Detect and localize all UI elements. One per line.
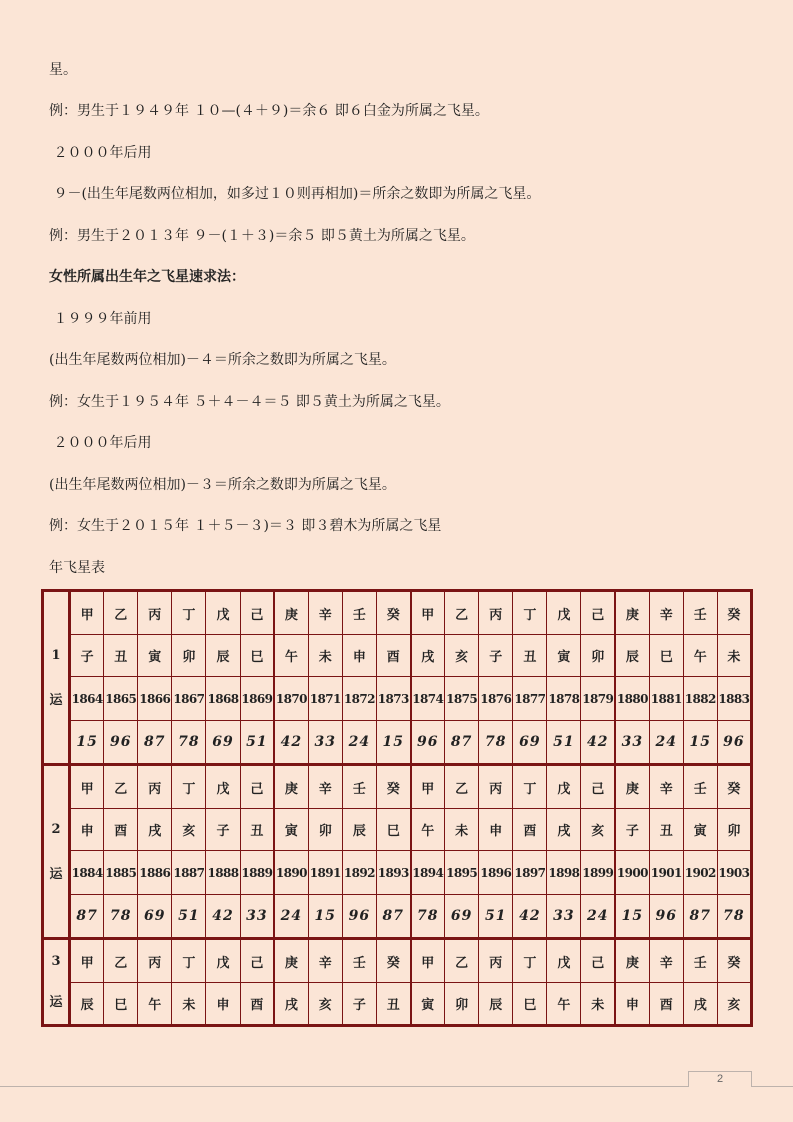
star-cell: 15 (308, 895, 342, 939)
branch-cell: 午 (411, 809, 445, 851)
stem-cell: 己 (581, 939, 615, 983)
star-cell: 78 (411, 895, 445, 939)
stem-cell: 庚 (615, 765, 649, 809)
year-cell: 1871 (308, 677, 342, 721)
stem-cell: 乙 (104, 765, 138, 809)
stem-cell: 癸 (376, 765, 410, 809)
paragraph-male-example-2013: 例：男生于２０１３年 ９－(１＋３)＝余５ 即５黄土为所属之飞星。 (49, 228, 475, 244)
year-cell: 1901 (649, 851, 683, 895)
stem-cell: 庚 (274, 591, 308, 635)
branch-cell: 戌 (683, 983, 717, 1026)
year-cell: 1888 (206, 851, 240, 895)
star-cell: 96 (649, 895, 683, 939)
branch-cell: 申 (615, 983, 649, 1026)
branch-cell: 辰 (342, 809, 376, 851)
year-cell: 1878 (547, 677, 581, 721)
section-heading-female-method: 女性所属出生年之飞星速求法： (49, 269, 245, 285)
table-row (43, 983, 752, 1026)
stem-cell: 庚 (274, 939, 308, 983)
stem-cell: 戊 (547, 765, 581, 809)
year-cell: 1899 (581, 851, 615, 895)
star-cell: 33 (240, 895, 274, 939)
era-unit: 运 (49, 866, 63, 882)
branch-cell: 未 (445, 809, 479, 851)
branch-cell: 午 (138, 983, 172, 1026)
star-cell: 15 (376, 721, 410, 765)
footer-divider (0, 1086, 793, 1087)
star-cell: 87 (376, 895, 410, 939)
star-cell: 51 (172, 895, 206, 939)
branch-cell: 申 (70, 809, 104, 851)
star-cell: 87 (683, 895, 717, 939)
paragraph-after-2000-heading-female: ２０００年后用 (49, 435, 152, 451)
table-row (43, 851, 752, 895)
year-cell: 1866 (138, 677, 172, 721)
year-cell: 1884 (70, 851, 104, 895)
era-label-cell (43, 591, 70, 765)
year-cell: 1865 (104, 677, 138, 721)
star-cell: 51 (547, 721, 581, 765)
star-cell: 42 (581, 721, 615, 765)
stem-cell: 丁 (513, 591, 547, 635)
star-cell: 33 (308, 721, 342, 765)
stem-cell: 癸 (717, 765, 751, 809)
star-cell: 96 (411, 721, 445, 765)
branch-cell: 寅 (138, 635, 172, 677)
stem-cell: 壬 (683, 591, 717, 635)
stem-cell: 丙 (138, 765, 172, 809)
stem-cell: 丁 (513, 765, 547, 809)
year-cell: 1874 (411, 677, 445, 721)
year-cell: 1887 (172, 851, 206, 895)
star-cell: 24 (342, 721, 376, 765)
year-cell: 1893 (376, 851, 410, 895)
stem-cell: 辛 (308, 765, 342, 809)
branch-cell: 亥 (445, 635, 479, 677)
star-cell: 33 (547, 895, 581, 939)
branch-cell: 丑 (104, 635, 138, 677)
branch-cell: 未 (581, 983, 615, 1026)
branch-cell: 卯 (717, 809, 751, 851)
branch-cell: 丑 (649, 809, 683, 851)
stem-cell: 壬 (683, 765, 717, 809)
stem-cell: 壬 (683, 939, 717, 983)
star-cell: 24 (649, 721, 683, 765)
era-number: 2 (51, 821, 61, 837)
branch-cell: 亥 (308, 983, 342, 1026)
branch-cell: 戌 (411, 635, 445, 677)
star-cell: 51 (479, 895, 513, 939)
stem-cell: 丙 (479, 765, 513, 809)
star-cell: 78 (717, 895, 751, 939)
stem-cell: 甲 (70, 939, 104, 983)
stem-cell: 丙 (138, 591, 172, 635)
table-row (43, 591, 752, 635)
table-row (43, 939, 752, 983)
year-cell: 1872 (342, 677, 376, 721)
stem-cell: 甲 (411, 765, 445, 809)
year-cell: 1890 (274, 851, 308, 895)
year-cell: 1885 (104, 851, 138, 895)
year-cell: 1896 (479, 851, 513, 895)
stem-cell: 己 (240, 765, 274, 809)
star-cell: 69 (138, 895, 172, 939)
year-cell: 1868 (206, 677, 240, 721)
branch-cell: 未 (172, 983, 206, 1026)
stem-cell: 己 (240, 591, 274, 635)
branch-cell: 丑 (240, 809, 274, 851)
branch-cell: 卯 (581, 635, 615, 677)
year-cell: 1900 (615, 851, 649, 895)
star-cell: 42 (206, 895, 240, 939)
year-cell: 1903 (717, 851, 751, 895)
year-cell: 1882 (683, 677, 717, 721)
branch-cell: 酉 (649, 983, 683, 1026)
branch-cell: 亥 (172, 809, 206, 851)
star-cell: 78 (172, 721, 206, 765)
year-cell: 1875 (445, 677, 479, 721)
year-cell: 1867 (172, 677, 206, 721)
stem-cell: 戊 (547, 939, 581, 983)
table-row (43, 895, 752, 939)
stem-cell: 壬 (342, 765, 376, 809)
table-row (43, 635, 752, 677)
era-unit: 运 (49, 995, 63, 1010)
stem-cell: 乙 (445, 591, 479, 635)
branch-cell: 卯 (172, 635, 206, 677)
year-cell: 1892 (342, 851, 376, 895)
stem-cell: 辛 (649, 939, 683, 983)
paragraph-after-2000-heading: ２０００年后用 (49, 145, 152, 161)
stem-cell: 丙 (479, 939, 513, 983)
branch-cell: 亥 (581, 809, 615, 851)
stem-cell: 甲 (411, 939, 445, 983)
stem-cell: 辛 (649, 591, 683, 635)
era-label-cell (43, 939, 70, 1026)
branch-cell: 子 (615, 809, 649, 851)
year-cell: 1894 (411, 851, 445, 895)
stem-cell: 乙 (104, 591, 138, 635)
star-cell: 69 (445, 895, 479, 939)
stem-cell: 庚 (615, 591, 649, 635)
year-cell: 1880 (615, 677, 649, 721)
year-cell: 1873 (376, 677, 410, 721)
star-cell: 78 (104, 895, 138, 939)
branch-cell: 酉 (240, 983, 274, 1026)
era-number: 1 (51, 647, 61, 663)
stem-cell: 癸 (376, 939, 410, 983)
branch-cell: 戌 (138, 809, 172, 851)
stem-cell: 戊 (206, 765, 240, 809)
year-cell: 1902 (683, 851, 717, 895)
star-cell: 24 (581, 895, 615, 939)
branch-cell: 巳 (104, 983, 138, 1026)
branch-cell: 戌 (274, 983, 308, 1026)
year-cell: 1877 (513, 677, 547, 721)
paragraph-female-formula-before-1999: (出生年尾数两位相加)－４＝所余之数即为所属之飞星。 (49, 352, 396, 368)
branch-cell: 寅 (547, 635, 581, 677)
stem-cell: 甲 (70, 765, 104, 809)
branch-cell: 巳 (376, 809, 410, 851)
star-cell: 87 (138, 721, 172, 765)
stem-cell: 己 (581, 765, 615, 809)
branch-cell: 辰 (615, 635, 649, 677)
branch-cell: 午 (683, 635, 717, 677)
branch-cell: 巳 (513, 983, 547, 1026)
year-cell: 1883 (717, 677, 751, 721)
branch-cell: 寅 (411, 983, 445, 1026)
stem-cell: 丁 (172, 591, 206, 635)
star-cell: 24 (274, 895, 308, 939)
branch-cell: 辰 (206, 635, 240, 677)
era-label-cell (43, 765, 70, 939)
table-row (43, 765, 752, 809)
stem-cell: 辛 (308, 939, 342, 983)
branch-cell: 卯 (308, 809, 342, 851)
branch-cell: 子 (342, 983, 376, 1026)
stem-cell: 乙 (104, 939, 138, 983)
stem-cell: 壬 (342, 939, 376, 983)
branch-cell: 卯 (445, 983, 479, 1026)
branch-cell: 酉 (376, 635, 410, 677)
stem-cell: 庚 (615, 939, 649, 983)
branch-cell: 未 (308, 635, 342, 677)
paragraph-female-example-2015: 例：女生于２０１５年 １＋５－３)＝３ 即３碧木为所属之飞星 (49, 518, 442, 534)
year-cell: 1891 (308, 851, 342, 895)
star-cell: 78 (479, 721, 513, 765)
paragraph-male-example-1949: 例：男生于１９４９年 １０—(４＋９)＝余６ 即６白金为所属之飞星。 (49, 103, 489, 119)
year-flying-star-table (41, 589, 753, 1027)
star-cell: 51 (240, 721, 274, 765)
branch-cell: 子 (70, 635, 104, 677)
branch-cell: 酉 (104, 809, 138, 851)
branch-cell: 子 (479, 635, 513, 677)
year-cell: 1895 (445, 851, 479, 895)
star-cell: 15 (683, 721, 717, 765)
branch-cell: 子 (206, 809, 240, 851)
stem-cell: 乙 (445, 765, 479, 809)
year-cell: 1881 (649, 677, 683, 721)
stem-cell: 癸 (717, 591, 751, 635)
paragraph-before-1999-heading: １９９９年前用 (49, 311, 152, 327)
branch-cell: 亥 (717, 983, 751, 1026)
stem-cell: 乙 (445, 939, 479, 983)
paragraph-male-formula-after-2000: ９－(出生年尾数两位相加，如多过１０则再相加)＝所余之数即为所属之飞星。 (49, 186, 541, 202)
table-row (43, 677, 752, 721)
branch-cell: 丑 (513, 635, 547, 677)
branch-cell: 寅 (274, 809, 308, 851)
branch-cell: 申 (479, 809, 513, 851)
star-cell: 96 (104, 721, 138, 765)
stem-cell: 癸 (376, 591, 410, 635)
paragraph-male-method-end: 星。 (49, 62, 77, 78)
stem-cell: 辛 (649, 765, 683, 809)
stem-cell: 庚 (274, 765, 308, 809)
year-cell: 1876 (479, 677, 513, 721)
star-cell: 87 (70, 895, 104, 939)
stem-cell: 辛 (308, 591, 342, 635)
branch-cell: 巳 (649, 635, 683, 677)
stem-cell: 甲 (70, 591, 104, 635)
year-cell: 1889 (240, 851, 274, 895)
branch-cell: 丑 (376, 983, 410, 1026)
year-cell: 1897 (513, 851, 547, 895)
star-cell: 15 (615, 895, 649, 939)
stem-cell: 戊 (206, 939, 240, 983)
table-caption: 年飞星表 (49, 560, 105, 576)
era-unit: 运 (49, 692, 63, 708)
star-cell: 42 (513, 895, 547, 939)
branch-cell: 巳 (240, 635, 274, 677)
page-number: 2 (688, 1071, 752, 1087)
stem-cell: 丙 (138, 939, 172, 983)
star-cell: 69 (206, 721, 240, 765)
star-cell: 87 (445, 721, 479, 765)
stem-cell: 甲 (411, 591, 445, 635)
year-cell: 1869 (240, 677, 274, 721)
table-row (43, 809, 752, 851)
stem-cell: 丁 (513, 939, 547, 983)
star-cell: 96 (342, 895, 376, 939)
branch-cell: 酉 (513, 809, 547, 851)
year-cell: 1870 (274, 677, 308, 721)
star-cell: 33 (615, 721, 649, 765)
star-cell: 69 (513, 721, 547, 765)
star-cell: 42 (274, 721, 308, 765)
stem-cell: 己 (240, 939, 274, 983)
stem-cell: 戊 (547, 591, 581, 635)
paragraph-female-example-1954: 例：女生于１９５４年 ５＋４－４＝５ 即５黄土为所属之飞星。 (49, 394, 450, 410)
branch-cell: 申 (206, 983, 240, 1026)
star-cell: 15 (70, 721, 104, 765)
branch-cell: 午 (274, 635, 308, 677)
branch-cell: 申 (342, 635, 376, 677)
branch-cell: 辰 (479, 983, 513, 1026)
year-cell: 1898 (547, 851, 581, 895)
year-cell: 1864 (70, 677, 104, 721)
stem-cell: 癸 (717, 939, 751, 983)
stem-cell: 丁 (172, 939, 206, 983)
branch-cell: 辰 (70, 983, 104, 1026)
era-number: 3 (51, 954, 61, 969)
paragraph-female-formula-after-2000: (出生年尾数两位相加)－３＝所余之数即为所属之飞星。 (49, 477, 396, 493)
year-cell: 1886 (138, 851, 172, 895)
branch-cell: 未 (717, 635, 751, 677)
year-cell: 1879 (581, 677, 615, 721)
stem-cell: 丙 (479, 591, 513, 635)
branch-cell: 午 (547, 983, 581, 1026)
stem-cell: 壬 (342, 591, 376, 635)
branch-cell: 戌 (547, 809, 581, 851)
branch-cell: 寅 (683, 809, 717, 851)
stem-cell: 己 (581, 591, 615, 635)
stem-cell: 戊 (206, 591, 240, 635)
star-cell: 96 (717, 721, 751, 765)
stem-cell: 丁 (172, 765, 206, 809)
table-row (43, 721, 752, 765)
